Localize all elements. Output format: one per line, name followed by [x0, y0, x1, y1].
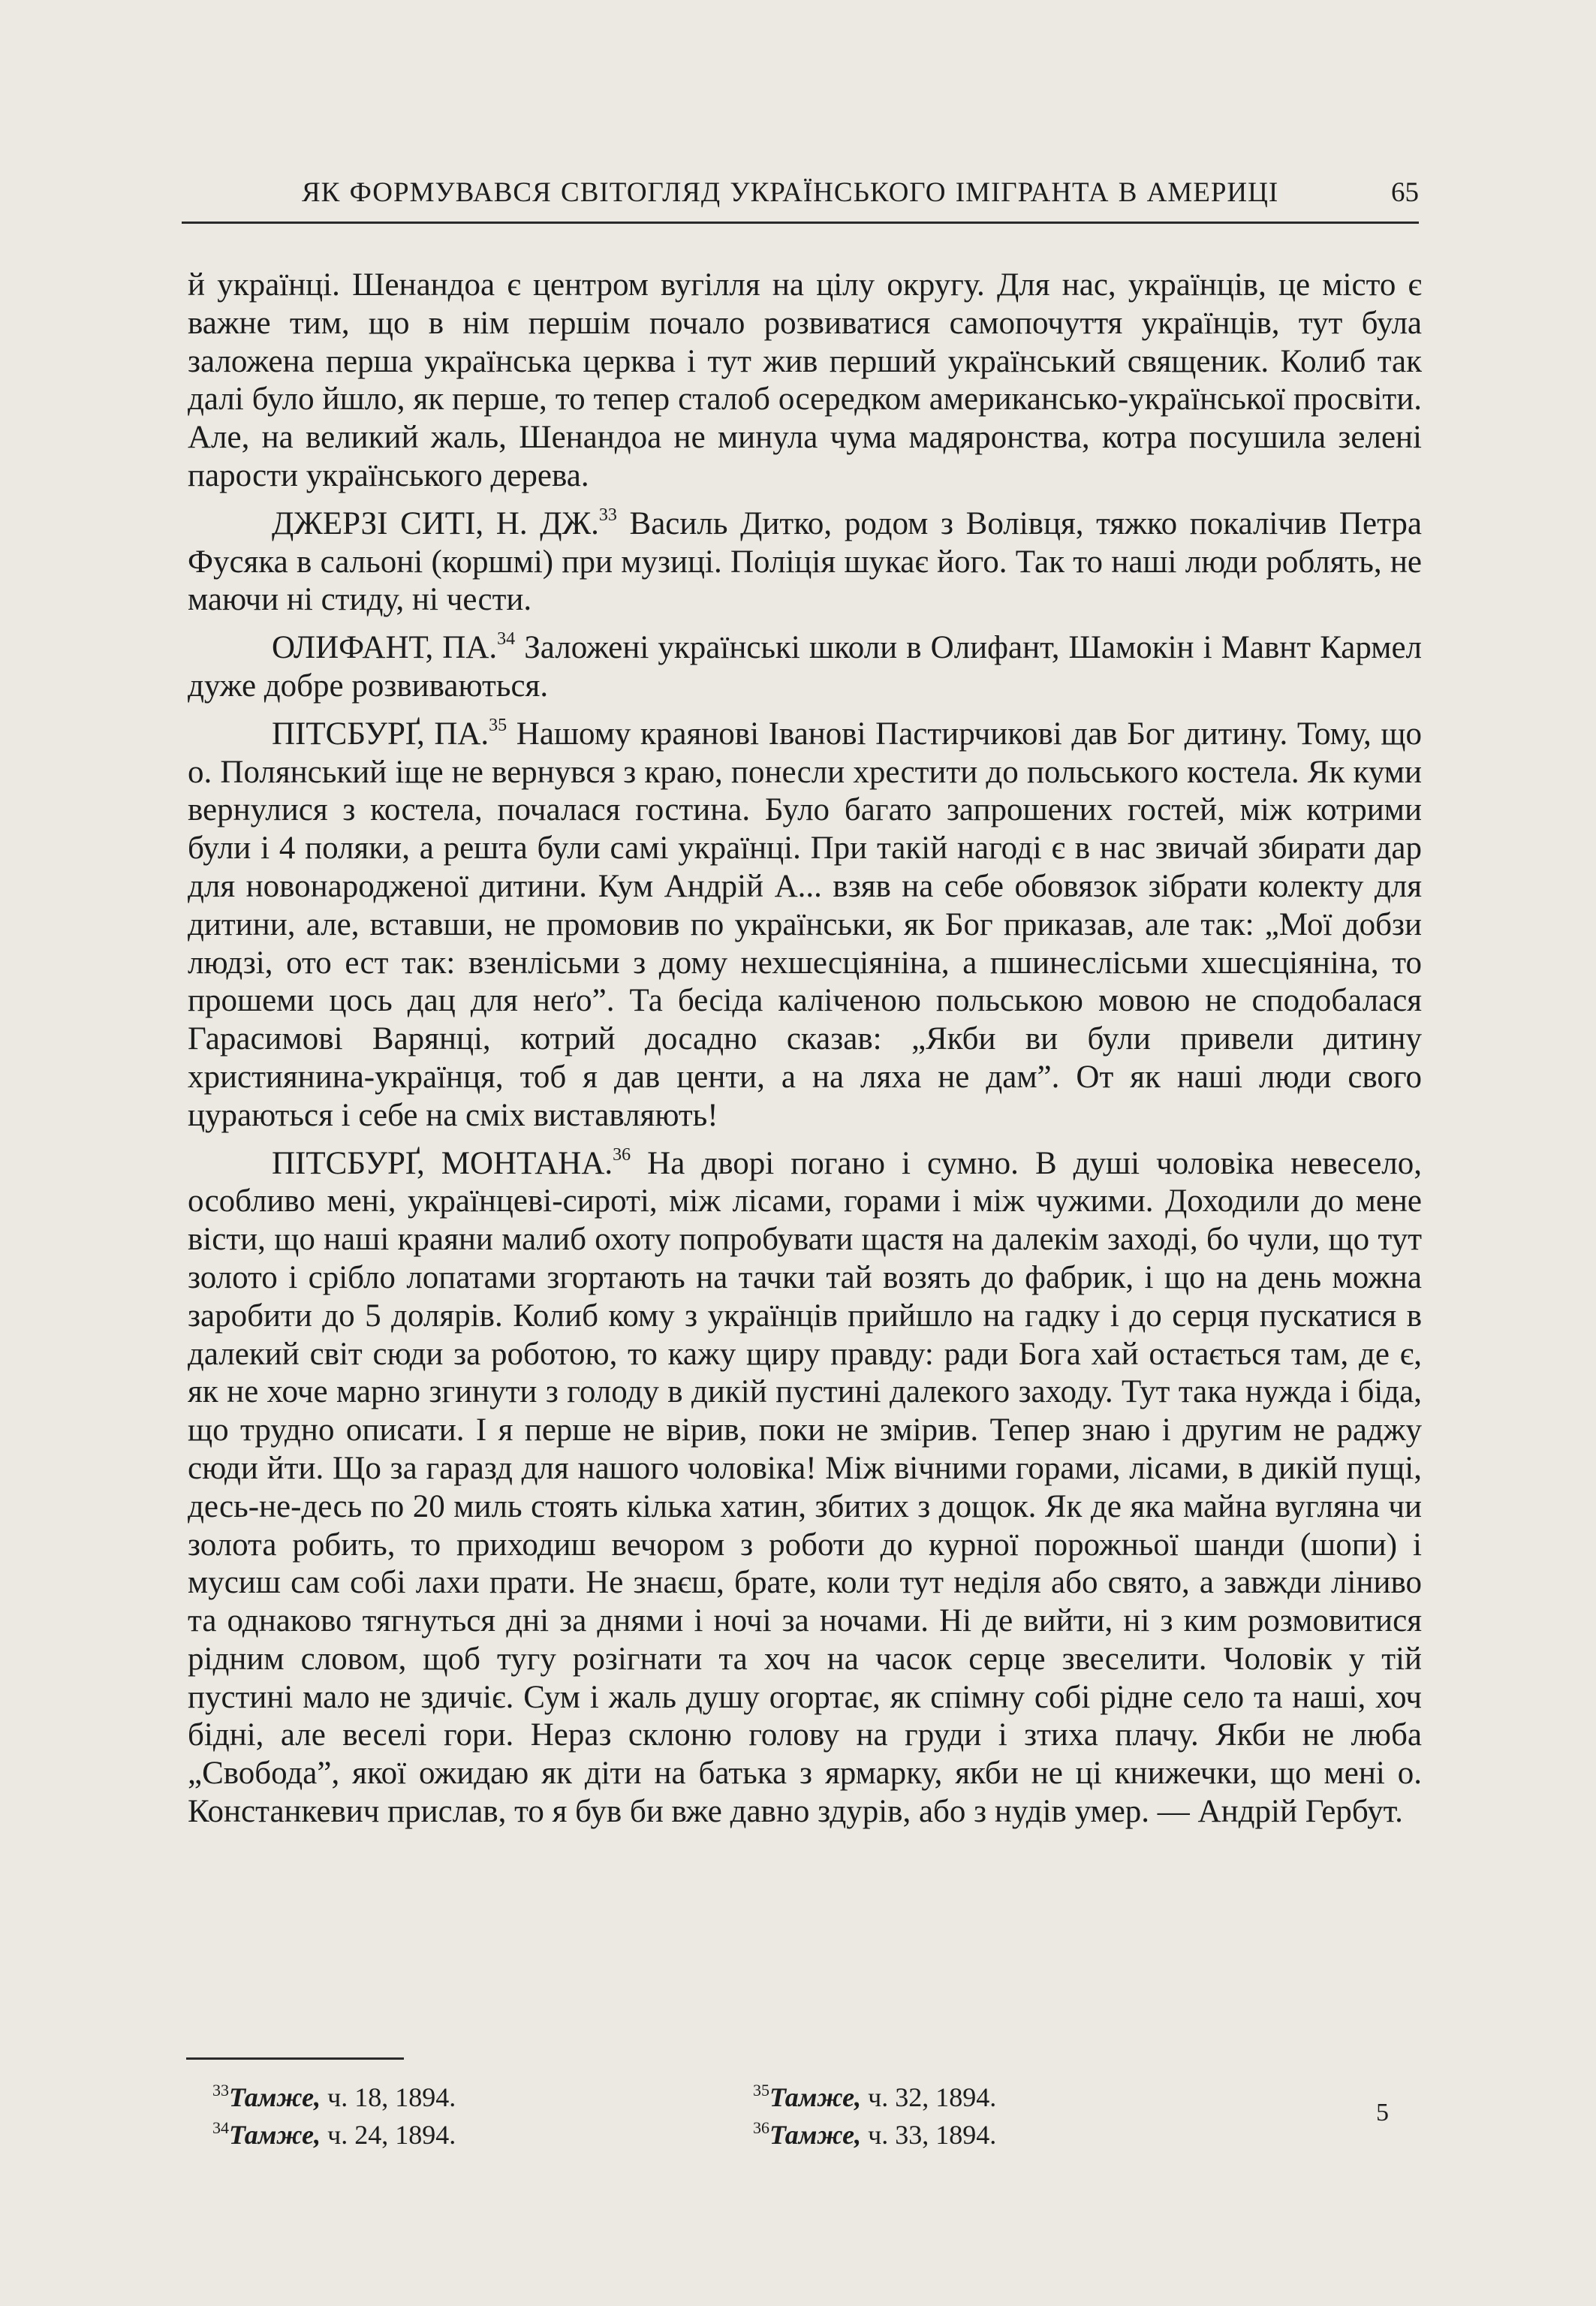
footnote-citation: ч. 24, 1894. [321, 2120, 456, 2150]
running-title: ЯК ФОРМУВАВСЯ СВІТОГЛЯД УКРАЇНСЬКОГО ІМІГРАНТА В АМЕРИЦІ [302, 177, 1279, 208]
paragraph-olyphant [188, 629, 1422, 706]
footnote-rule [186, 2057, 404, 2060]
paragraph-pittsburgh-pa [188, 716, 1422, 1135]
place-heading: ДЖЕРЗІ СИТІ, Н. ДЖ. [272, 505, 599, 541]
footnote-number: 33 [212, 2081, 229, 2100]
footnote-ref: 34 [497, 629, 516, 650]
footnote-36 [753, 2116, 996, 2154]
footnote-citation: ч. 33, 1894. [861, 2120, 997, 2150]
footnote-34 [212, 2116, 456, 2154]
footnote-number: 35 [753, 2081, 769, 2100]
footnote-33 [212, 2078, 456, 2116]
body-text [188, 267, 1422, 1841]
footnote-citation: ч. 32, 1894. [861, 2082, 997, 2112]
paragraph-text: Василь Дитко, родом з Волівця, тяжко покалічив Петра Фусяка в сальоні (коршмі) при музиці. Поліція шукає його. Так то наші люди роблять, не маючи ні стиду, ні чести. [188, 505, 1422, 618]
place-heading: ПІТСБУРҐ, МОНТАНА. [272, 1145, 613, 1181]
footnotes-left-column [212, 2078, 456, 2154]
footnotes-right-column [753, 2078, 996, 2154]
footnote-number: 34 [212, 2118, 229, 2137]
paragraph-text: Нашому краянові Іванові Пастирчикові дав Бог дитину. Тому, що о. Полянський іще не вернувся з краю, понесли хрестити до польського костела. Як куми вернулися з костела, почалася гостина. Було багато запрошених гостей, між котрими були і 4 поляки, а решта були самі українці. При такій нагоді є в нас звичай збирати дар для новонародженої дитини. Кум Андрій А... взяв на себе обовязок зібрати колекту для дитини, але, вставши, не промовив по українськи, як Бог приказав, але так: „Мої добзи людзі, ото ест так: взенлісьми з дому нехшесціяніна, а пшинеслісьми хшесціяніна, то прошеми цось дац для неґо”. Та бесіда каліченою польською мовою не сподобалася Гарасимові Варянці, котрий досадно сказав: „Якби ви були привели дитину християнина-українця, тоб я дав центи, а на ляха не дам”. От як наші люди свого цураються і себе на сміх виставляють! [188, 716, 1422, 1133]
footnote-citation: ч. 18, 1894. [321, 2082, 456, 2112]
page-number: 65 [1391, 177, 1419, 208]
paragraph-shenandoah: й українці. Шенандоа є центром вугілля на цілу округу. Для нас, українців, це місто є важне тим, що в нім першім почало розвиватися самопочуття українців, тут була заложена перша українська церква і тут жив перший український священик. Колиб так далі було йшло, як перше, то тепер сталоб осередком американсько-української просвіти. Але, на великий жаль, Шенандоа не минула чума мадяронства, котра посушила зелені парости українського дерева. [188, 267, 1422, 493]
paragraph-text: На дворі погано і сумно. В душі чоловіка невесело, особливо мені, українцеві-сироті, між лісами, горами і між чужими. Доходили до мене вісти, що наші краяни малиб охоту попробувати щастя на далекім заході, бо чули, що тут золото і срібло лопатами згортають на тачки тай возять до фабрик, і що на день можна заробити до 5 долярів. Колиб кому з українців прийшло на гадку і до серця пускатися в далекий світ сюди за роботою, то кажу щиру правду: ради Бога хай остається там, де є, як не хоче марно згинути з голоду в дикій пустині далекого заходу. Тут така нужда і біда, що трудно описати. І я перше не вірив, поки не змірив. Тепер знаю і другим не раджу сюди йти. Що за гаразд для нашого чоловіка! Між вічними горами, лісами, в дикій пущі, десь-не-десь по 20 миль стоять кілька хатин, збитих з дощок. Як де яка майна вугляна чи золота робить, то приходиш вечором з роботи до курної порожньої шанди (шопи) і мусиш сам собі лахи прати. Не знаєш, брате, коли тут неділя або свято, а завжди ліниво та однаково тягнуться дні за днями і ночі за ночами. Ні де вийти, ні з ким розмовитися рідним словом, щоб тугу розігнати та хоч на часок серце звеселити. Чоловік у тій пустині мало не здичіє. Сум і жаль душу огортає, як спімну собі рідне село та наші, хоч бідні, але веселі гори. Нераз склоню голову на груди і зтиха плачу. Якби не люба „Свобода”, якої ожидаю як діти на батька з ярмарку, якби не ці книжечки, що мені о. Констанкевич прислав, то я був би вже давно здурів, або з нудів умер. — Андрій Гербут. [188, 1145, 1422, 1830]
running-head [182, 176, 1419, 224]
place-heading: ПІТСБУРҐ, ПА. [272, 716, 489, 752]
paragraph-pittsburgh-montana [188, 1145, 1422, 1831]
footnote-source: Тамже, [769, 2120, 862, 2150]
paragraph-text: Заложені українські школи в Олифант, Шамокін і Мавнт Кармел дуже добре розвиваються. [188, 630, 1422, 704]
footnote-ref: 36 [613, 1144, 631, 1165]
paragraph-jersey-city [188, 505, 1422, 619]
footnote-number: 36 [753, 2118, 769, 2137]
footnote-source: Тамже, [229, 2082, 321, 2112]
footnote-ref: 33 [598, 505, 617, 525]
footnote-source: Тамже, [229, 2120, 321, 2150]
place-heading: ОЛИФАНТ, ПА. [272, 630, 498, 666]
signature-mark: 5 [1376, 2099, 1389, 2127]
footnote-ref: 35 [489, 715, 507, 735]
footnote-35 [753, 2078, 996, 2116]
footnote-source: Тамже, [769, 2082, 862, 2112]
